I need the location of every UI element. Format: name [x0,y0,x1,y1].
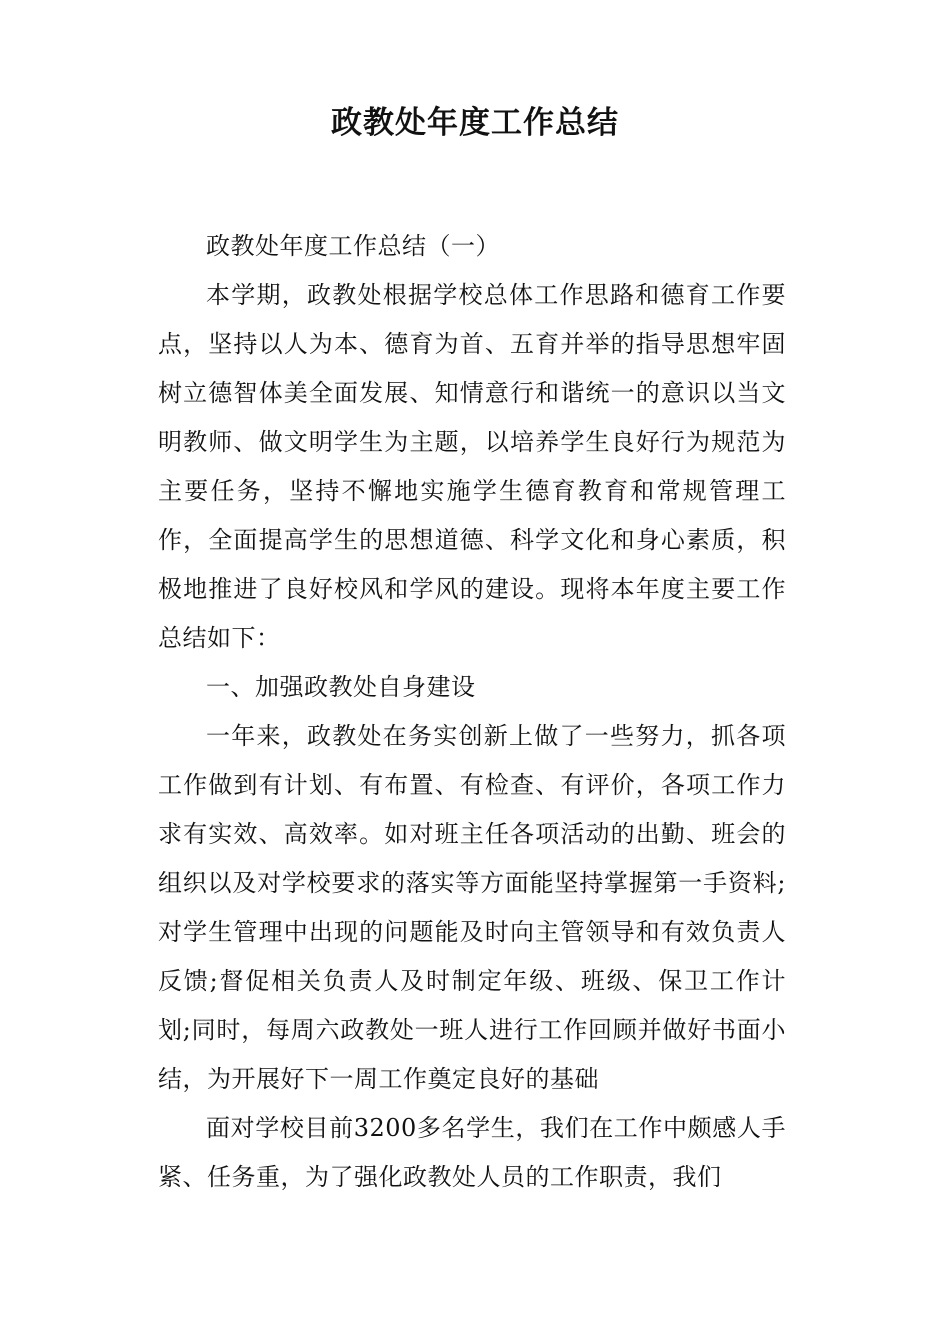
paragraph-subtitle: 政教处年度工作总结（一） [206,232,500,260]
paragraph-intro: 本学期，政教处根据学校总体工作思路和德育工作要点，坚持以人为本、德育为首、五育并举的指导思想牢固树立德智体美全面发展、知情意行和谐统一的意识以当文明教师、做文明学生为主题，以培养学生良好行为规范为主要任务，坚持不懈地实施学生德育教育和常规管理工作，全面提高学生的思想道德、科学文化和身心素质，积极地推进了良好校风和学风的建设。现将本年度主要工作总结如下： [158,281,786,652]
document-title: 政教处年度工作总结 [331,105,619,141]
paragraph-staffing: 面对学校目前3200多名学生，我们在工作中颇感人手紧、任务重，为了强化政教处人员的工作职责，我们 [158,1114,786,1191]
paragraph-section-1: 一年来，政教处在务实创新上做了一些努力，抓各项工作做到有计划、有布置、有检查、有评价，各项工作力求有实效、高效率。如对班主任各项活动的出勤、班会的组织以及对学校要求的落实等方面能坚持掌握第一手资料;对学生管理中出现的问题能及时向主管领导和有效负责人反馈;督促相关负责人及时制定年级、班级、保卫工作计划;同时，每周六政教处一班人进行工作回顾并做好书面小结，为开展好下一周工作奠定良好的基础 [158,722,786,1093]
section-heading-1: 一、加强政教处自身建设 [206,673,476,701]
document-body [158,222,786,1202]
